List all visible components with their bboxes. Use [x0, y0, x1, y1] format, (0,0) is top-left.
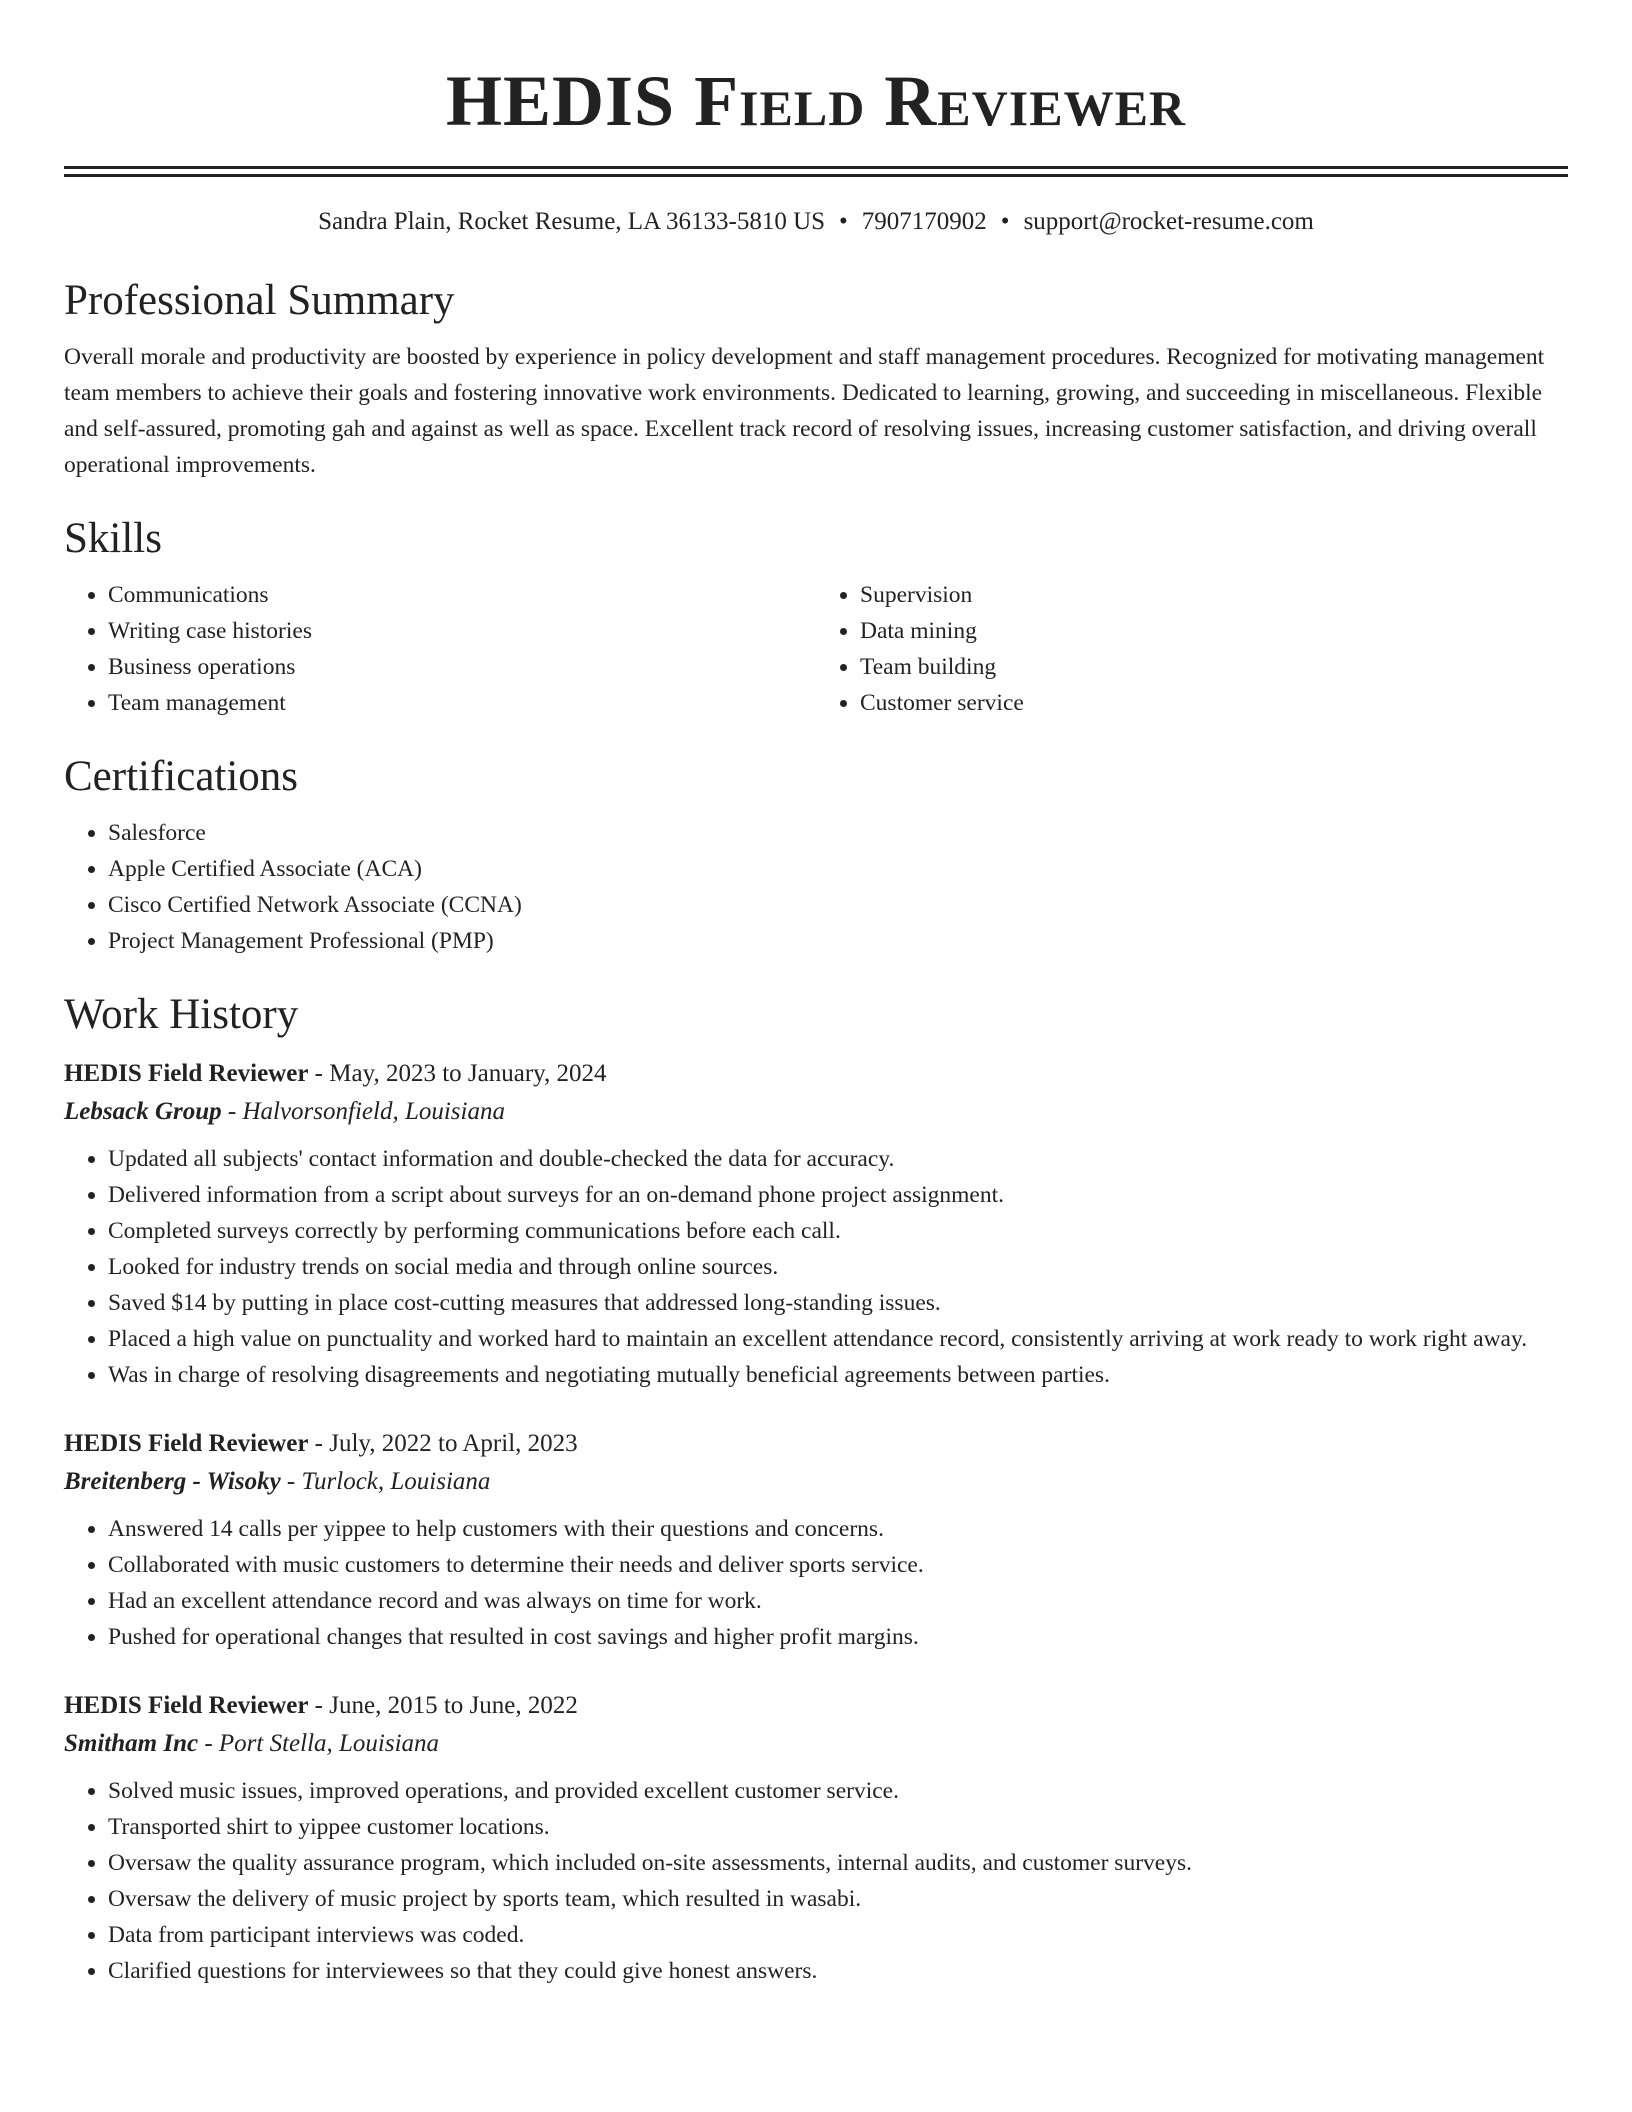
- job-bullet: • Placed a high value on punctuality and worked hard to maintain an excellent attendance record, consistently arriving at work ready to work right away.: [108, 1321, 1568, 1357]
- job-header: [64, 1055, 1568, 1093]
- job-bullet: • Pushed for operational changes that resulted in cost savings and higher profit margins.: [108, 1619, 1568, 1655]
- job-entry: [64, 1055, 1568, 1393]
- job-bullet: • Clarified questions for interviewees so that they could give honest answers.: [108, 1953, 1568, 1989]
- job-title: HEDIS Field Reviewer: [64, 1692, 309, 1719]
- job-bullet: • Oversaw the delivery of music project by sports team, which resulted in wasabi.: [108, 1881, 1568, 1917]
- job-bullets: [64, 1511, 1568, 1655]
- job-bullet: • Data from participant interviews was coded.: [108, 1917, 1568, 1953]
- job-bullet: • Delivered information from a script about surveys for an on-demand phone project assignment.: [108, 1177, 1568, 1213]
- job-employer: [64, 1463, 1568, 1501]
- job-bullet: • Collaborated with music customers to determine their needs and deliver sports service.: [108, 1547, 1568, 1583]
- job-company: Lebsack Group: [64, 1098, 222, 1125]
- skill-item: • Business operations: [108, 649, 816, 685]
- skill-item: • Supervision: [860, 577, 1568, 613]
- job-bullet: • Updated all subjects' contact information and double-checked the data for accuracy.: [108, 1141, 1568, 1177]
- certifications-section: [64, 751, 1568, 959]
- skill-item: • Writing case histories: [108, 613, 816, 649]
- job-bullet: • Had an excellent attendance record and was always on time for work.: [108, 1583, 1568, 1619]
- skills-columns: [64, 577, 1568, 721]
- certifications-heading: Certifications: [64, 753, 299, 800]
- job-employer: [64, 1725, 1568, 1763]
- summary-heading: Professional Summary: [64, 277, 455, 324]
- skills-section: [64, 513, 1568, 721]
- title-main: HEDIS: [445, 61, 676, 141]
- job-header: [64, 1687, 1568, 1725]
- certification-item: • Cisco Certified Network Associate (CCNA): [108, 887, 1568, 923]
- skill-item: • Team management: [108, 685, 816, 721]
- job-bullet: • Was in charge of resolving disagreements and negotiating mutually beneficial agreements between parties.: [108, 1357, 1568, 1393]
- certifications-list: [64, 815, 1568, 959]
- title-rest: Field Reviewer: [694, 61, 1187, 141]
- certification-item: • Project Management Professional (PMP): [108, 923, 1568, 959]
- contact-address: Sandra Plain, Rocket Resume, LA 36133-5810 US: [318, 208, 826, 235]
- certification-item: • Salesforce: [108, 815, 1568, 851]
- job-bullet: • Solved music issues, improved operations, and provided excellent customer service.: [108, 1773, 1568, 1809]
- resume-title: [64, 0, 1568, 142]
- certification-item: • Apple Certified Associate (ACA): [108, 851, 1568, 887]
- job-location: - Port Stella, Louisiana: [204, 1730, 440, 1757]
- job-bullet: • Oversaw the quality assurance program, which included on-site assessments, internal audits, and customer surveys.: [108, 1845, 1568, 1881]
- job-bullet: • Looked for industry trends on social media and through online sources.: [108, 1249, 1568, 1285]
- job-dates: - July, 2022 to April, 2023: [314, 1430, 578, 1457]
- contact-line: [64, 205, 1568, 239]
- job-company: Smitham Inc: [64, 1730, 199, 1757]
- job-company: Breitenberg - Wisoky: [64, 1468, 281, 1495]
- work-history-section: [64, 989, 1568, 1989]
- work-history-heading: Work History: [64, 991, 299, 1038]
- job-bullet: • Answered 14 calls per yippee to help customers with their questions and concerns.: [108, 1511, 1568, 1547]
- job-header: [64, 1425, 1568, 1463]
- job-entry: [64, 1425, 1568, 1655]
- contact-email: support@rocket-resume.com: [1023, 208, 1314, 235]
- job-entry: [64, 1687, 1568, 1989]
- contact-separator: •: [1000, 208, 1010, 235]
- job-employer: [64, 1093, 1568, 1131]
- job-bullet: • Saved $14 by putting in place cost-cutting measures that addressed long-standing issues.: [108, 1285, 1568, 1321]
- job-location: - Halvorsonfield, Louisiana: [227, 1098, 505, 1125]
- skill-item: • Data mining: [860, 613, 1568, 649]
- skill-item: • Customer service: [860, 685, 1568, 721]
- skill-item: • Communications: [108, 577, 816, 613]
- skills-list-right: [816, 577, 1568, 721]
- job-bullets: [64, 1141, 1568, 1393]
- job-title: HEDIS Field Reviewer: [64, 1430, 309, 1457]
- skills-list-left: [64, 577, 816, 721]
- job-dates: - May, 2023 to January, 2024: [314, 1060, 607, 1087]
- job-location: - Turlock, Louisiana: [286, 1468, 491, 1495]
- skills-heading: Skills: [64, 515, 162, 562]
- job-dates: - June, 2015 to June, 2022: [314, 1692, 578, 1719]
- job-bullets: [64, 1773, 1568, 1989]
- summary-text: Overall morale and productivity are boosted by experience in policy development and staff management procedures. Recognized for motivating management team members to achieve their goals and fostering innovative work environments. Dedicated to learning, growing, and succeeding in miscellaneous. Flexible and self-assured, promoting gah and against as well as space. Excellent track record of resolving issues, increasing customer satisfaction, and driving overall operational improvements.: [64, 344, 1545, 478]
- skill-item: • Team building: [860, 649, 1568, 685]
- contact-phone: 7907170902: [861, 208, 987, 235]
- job-title: HEDIS Field Reviewer: [64, 1060, 309, 1087]
- job-bullet: • Transported shirt to yippee customer locations.: [108, 1809, 1568, 1845]
- summary-section: [64, 275, 1568, 483]
- title-double-rule: [64, 166, 1568, 177]
- contact-separator: •: [839, 208, 848, 235]
- job-bullet: • Completed surveys correctly by performing communications before each call.: [108, 1213, 1568, 1249]
